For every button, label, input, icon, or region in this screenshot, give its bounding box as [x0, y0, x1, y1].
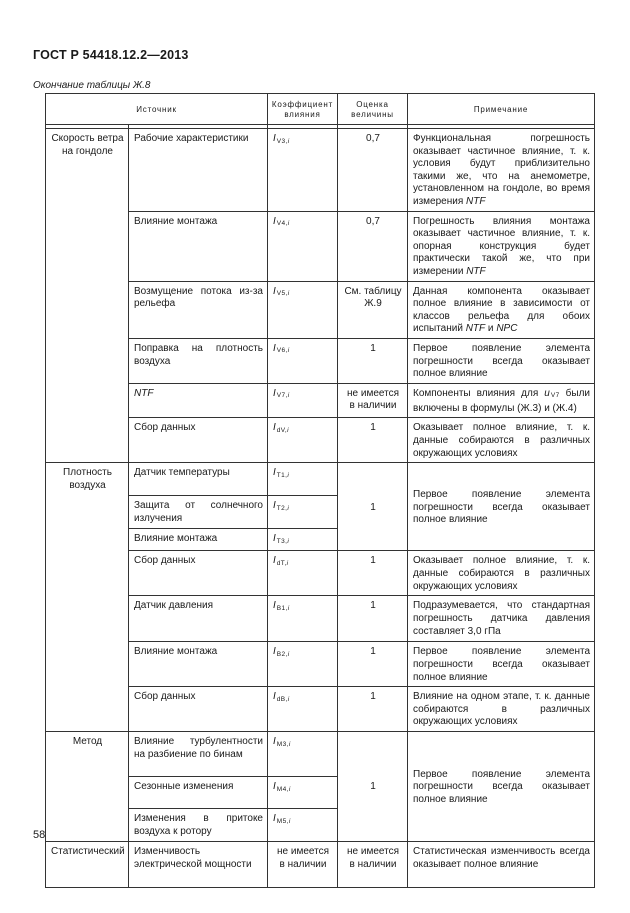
note-cell: Подразумевается, что стандартная погрешность датчика давления составляет 3,0 гПа	[408, 596, 595, 642]
coefficient-cell: $I_{B2,i}$	[268, 642, 338, 687]
estimate-cell: 0,7	[338, 211, 408, 281]
source-cell: Сбор данных	[129, 418, 268, 463]
source-cell: Влияние монтажа	[129, 642, 268, 687]
group-statistical: Статистический	[46, 842, 129, 888]
source-cell: NTF	[129, 383, 268, 418]
source-cell: Датчик температуры	[129, 463, 268, 496]
note-cell: Статистическая изменчивость всегда оказывает полное влияние	[408, 842, 595, 888]
source-cell: Датчик давления	[129, 596, 268, 642]
table-row	[46, 551, 595, 596]
estimate-cell: 1	[338, 642, 408, 687]
table-caption: Окончание таблицы Ж.8	[33, 80, 151, 91]
source-cell: Поправка на плотность воздуха	[129, 338, 268, 383]
coefficient-cell: $I_{T3,i}$	[268, 529, 338, 551]
note-cell: Функциональная погрешность оказывает частичное влияние, т. к. условия будут приблизительно такими же, что на анемометре, установленном на гондоле, во время измерения NTF	[408, 129, 595, 212]
column-header-note: Примечание	[408, 94, 595, 125]
note-cell: Первое появление элемента погрешности всегда оказывает полное влияние	[408, 642, 595, 687]
note-cell: Погрешность влияния монтажа оказывает частичное влияние, т. к. опорная конструкция будет практически такой же, что при измерении NTF	[408, 211, 595, 281]
group-wind-speed: Скорость ветра на гондоле	[46, 129, 129, 463]
estimate-cell: не имеется в наличии	[338, 383, 408, 418]
column-header-estimate: Оценка величины	[338, 94, 408, 125]
table-row	[46, 418, 595, 463]
table-row	[46, 338, 595, 383]
estimate-cell: 1	[338, 418, 408, 463]
coefficient-cell: $I_{V3,i}$	[268, 129, 338, 212]
source-cell: Сбор данных	[129, 687, 268, 732]
estimate-cell: 1	[338, 732, 408, 842]
coefficient-cell: $I_{M4,i}$	[268, 777, 338, 809]
coefficient-cell: не имеется в наличии	[268, 842, 338, 888]
group-air-density: Плотность воздуха	[46, 463, 129, 732]
estimate-cell: 0,7	[338, 129, 408, 212]
source-cell: Влияние монтажа	[129, 529, 268, 551]
table-row	[46, 383, 595, 418]
document-header: ГОСТ Р 54418.12.2—2013	[33, 48, 189, 62]
page-number: 58	[33, 829, 46, 841]
table-row	[46, 732, 595, 777]
coefficient-cell: $I_{T1,i}$	[268, 463, 338, 496]
coefficient-cell: $I_{V6,i}$	[268, 338, 338, 383]
coefficient-cell: $I_{V4,i}$	[268, 211, 338, 281]
note-cell: Влияние на одном этапе, т. к. данные собираются в различных окружающих условиях	[408, 687, 595, 732]
note-cell: Данная компонента оказывает полное влияние в зависимости от классов рельефа для обоих испытаний NTF и NPC	[408, 281, 595, 338]
source-cell: Сезонные изменения	[129, 777, 268, 809]
note-cell: Первое появление элемента погрешности всегда оказывает полное влияние	[408, 732, 595, 842]
estimate-cell: 1	[338, 687, 408, 732]
group-method: Метод	[46, 732, 129, 842]
table-row	[46, 211, 595, 281]
coefficient-cell: $I_{M5,i}$	[268, 809, 338, 842]
estimate-cell: 1	[338, 551, 408, 596]
coefficient-cell: $I_{V7,i}$	[268, 383, 338, 418]
source-cell: Изменчивость электрической мощности	[129, 842, 268, 888]
table-row	[46, 642, 595, 687]
table-row	[46, 129, 595, 212]
table-row	[46, 463, 595, 496]
source-cell: Изменения в притоке воздуха к ротору	[129, 809, 268, 842]
estimate-cell: 1	[338, 338, 408, 383]
coefficient-cell: $I_{dV,i}$	[268, 418, 338, 463]
coefficient-cell: $I_{V5,i}$	[268, 281, 338, 338]
estimate-cell: 1	[338, 463, 408, 551]
estimate-cell: не имеется в наличии	[338, 842, 408, 888]
source-cell: Влияние монтажа	[129, 211, 268, 281]
coefficient-cell: $I_{T2,i}$	[268, 496, 338, 529]
column-header-coefficient: Коэффициент влияния	[268, 94, 338, 125]
table-row	[46, 281, 595, 338]
source-cell: Сбор данных	[129, 551, 268, 596]
table-zh8	[45, 93, 595, 888]
source-cell: Влияние турбулентности на разбиение по бинам	[129, 732, 268, 777]
note-cell: Оказывает полное влияние, т. к. данные собираются в различных окружающих условиях	[408, 418, 595, 463]
coefficient-cell: $I_{M3,i}$	[268, 732, 338, 777]
source-cell: Рабочие характеристики	[129, 129, 268, 212]
column-header-source: Источник	[46, 94, 268, 125]
note-cell: Компоненты влияния для $u_{V7}$ были включены в формулы (Ж.3) и (Ж.4)	[408, 383, 595, 418]
table-row	[46, 842, 595, 888]
note-cell: Первое появление элемента погрешности всегда оказывает полное влияние	[408, 338, 595, 383]
coefficient-cell: $I_{dB,i}$	[268, 687, 338, 732]
table-row	[46, 596, 595, 642]
coefficient-cell: $I_{dT,i}$	[268, 551, 338, 596]
source-cell: Защита от солнечного излучения	[129, 496, 268, 529]
note-cell: Оказывает полное влияние, т. к. данные собираются в различных окружающих условиях	[408, 551, 595, 596]
estimate-cell: 1	[338, 596, 408, 642]
source-cell: Возмущение потока из-за рельефа	[129, 281, 268, 338]
table-row	[46, 687, 595, 732]
note-cell: Первое появление элемента погрешности всегда оказывает полное влияние	[408, 463, 595, 551]
estimate-cell: См. таблицу Ж.9	[338, 281, 408, 338]
coefficient-cell: $I_{B1,i}$	[268, 596, 338, 642]
